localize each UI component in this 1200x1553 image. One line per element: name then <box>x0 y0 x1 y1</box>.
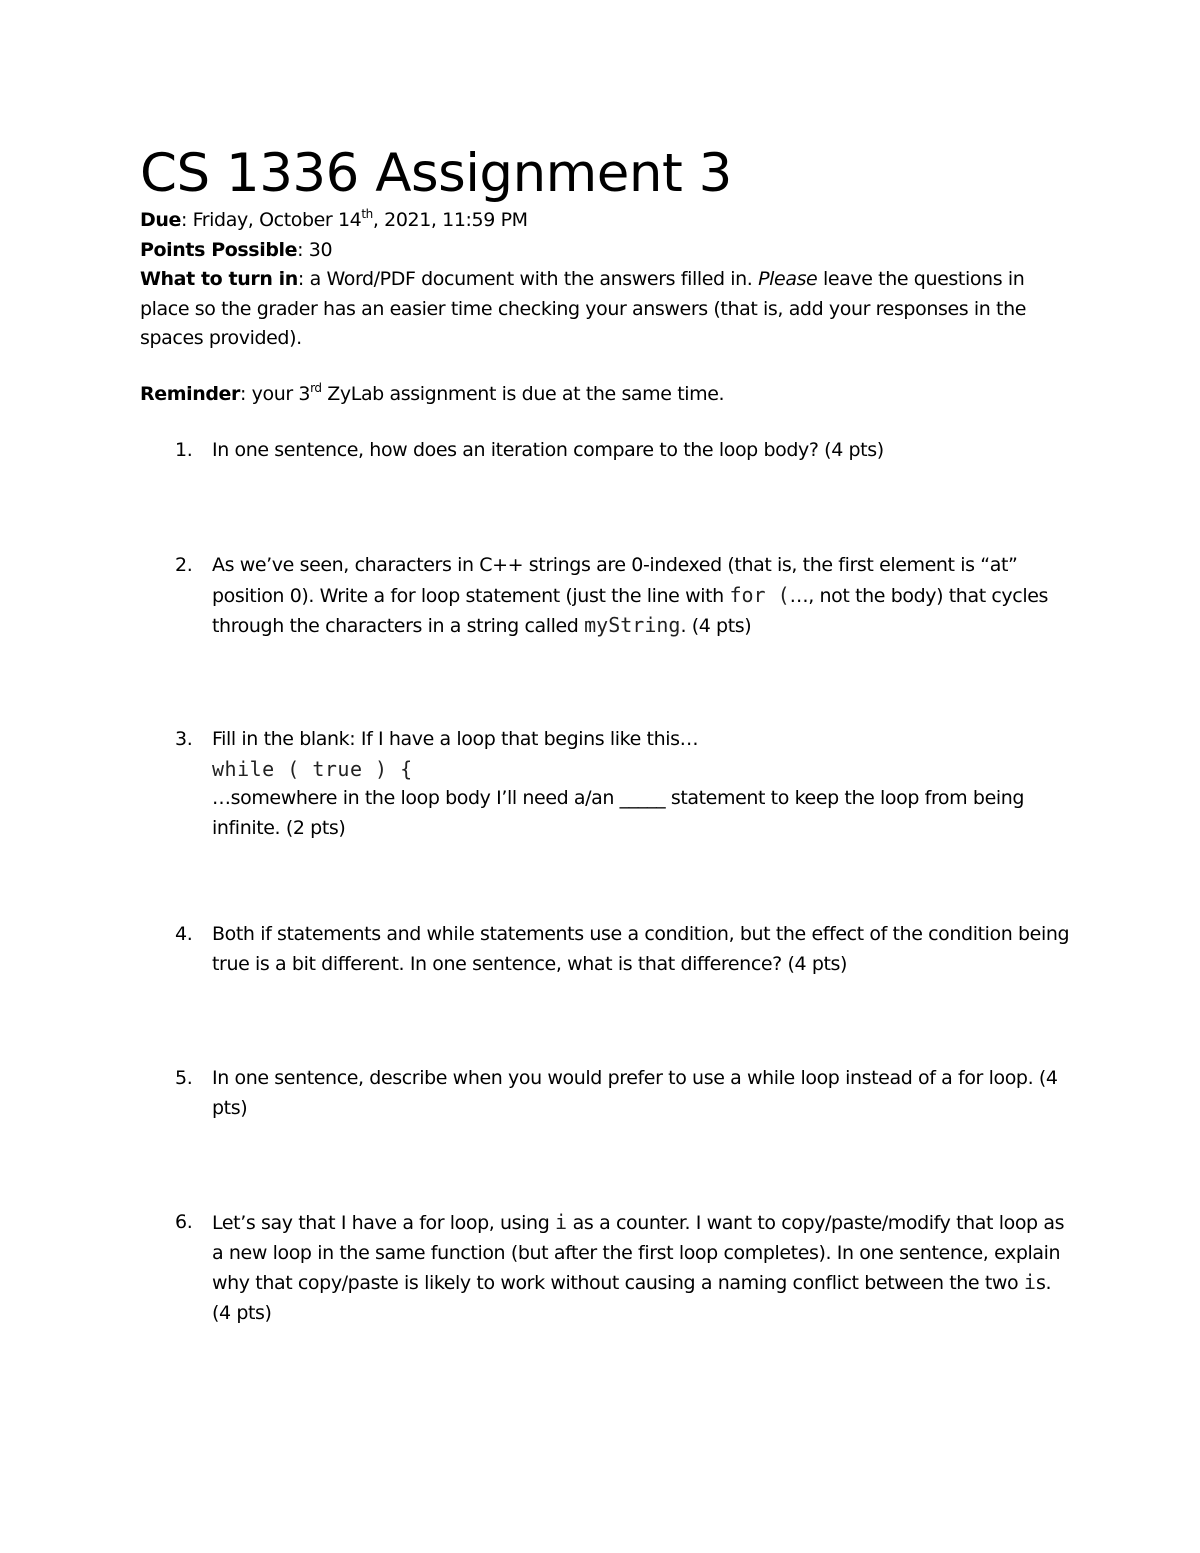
question-text: Both if statements and while statements use a condition, but the effect of the condition being true is a bit different. In one sentence, what is that difference? (4 pts) <box>212 923 1070 975</box>
question-4 <box>175 920 1075 979</box>
turn-in-text-end: leave the questions in place so the grader has an easier time checking your answers (that is, add your responses in the spaces provided). <box>140 268 1027 349</box>
reminder-line <box>140 380 1070 410</box>
points-line <box>140 236 1070 266</box>
question-text: In one sentence, how does an iteration compare to the loop body? (4 pts) <box>212 439 884 461</box>
code-snippet: i <box>555 1210 568 1234</box>
code-snippet: myString <box>584 613 681 637</box>
due-text-end: , 2021, 11:59 PM <box>372 209 528 231</box>
question-3 <box>175 725 1075 843</box>
page-title: CS 1336 Assignment 3 <box>140 143 732 204</box>
question-text-part: …, not the body) that cycles through the characters in a string called <box>212 584 1048 637</box>
assignment-info <box>140 206 1070 354</box>
reminder-superscript: rd <box>310 381 322 395</box>
question-text <box>212 1208 1075 1328</box>
question-number: 2. <box>175 554 193 576</box>
question-number: 1. <box>175 439 193 461</box>
turn-in-line <box>140 265 1070 354</box>
question-number: 4. <box>175 923 193 945</box>
question-6 <box>175 1208 1075 1328</box>
code-snippet: while ( true ) { <box>212 756 413 781</box>
question-2 <box>175 551 1075 642</box>
question-text-part: …somewhere in the loop body I’ll need a/an _____ statement to keep the loop from being infinite. (2 pts) <box>212 787 1025 839</box>
code-snippet: for ( <box>729 582 790 607</box>
question-5 <box>175 1064 1075 1123</box>
turn-in-emphasis: Please <box>758 268 818 290</box>
question-1 <box>175 436 1075 466</box>
points-value: : 30 <box>297 238 333 261</box>
due-text: : Friday, October 14 <box>180 209 362 231</box>
question-text-part: Fill in the blank: If I have a loop that begins like this… <box>212 728 699 750</box>
reminder-text: : your 3 <box>240 383 311 405</box>
turn-in-text: : a Word/PDF document with the answers filled in. <box>297 268 759 290</box>
question-text <box>212 725 1075 843</box>
question-text <box>212 551 1075 642</box>
question-text-part: as a counter. I want to copy/paste/modify that loop as a new loop in the same function (but after the first loop completes). In one sentence, explain why that copy/paste is likely to work without causing a naming conflict between the two <box>212 1212 1065 1294</box>
code-snippet: i <box>1023 1270 1036 1294</box>
turn-in-label: What to turn in <box>140 268 298 290</box>
question-text-part: s. (4 pts) <box>212 1272 1052 1324</box>
question-number: 3. <box>175 728 193 750</box>
question-text-part: . (4 pts) <box>680 615 752 637</box>
question-text-part: Let’s say that I have a for loop, using <box>212 1212 555 1234</box>
due-superscript: th <box>361 207 373 221</box>
reminder-text-end: ZyLab assignment is due at the same time. <box>321 383 725 405</box>
due-label: Due <box>140 209 181 231</box>
points-label: Points Possible <box>140 238 298 261</box>
question-number: 6. <box>175 1211 193 1233</box>
question-text-part: As we’ve seen, characters in C++ strings are 0-indexed (that is, the first element is “at” position 0). Write a for loop statement (just the line with <box>212 554 1018 607</box>
reminder-label: Reminder <box>140 383 241 405</box>
due-line <box>140 206 1070 236</box>
question-number: 5. <box>175 1067 193 1089</box>
question-text: In one sentence, describe when you would prefer to use a while loop instead of a for loop. (4 pts) <box>212 1067 1058 1119</box>
